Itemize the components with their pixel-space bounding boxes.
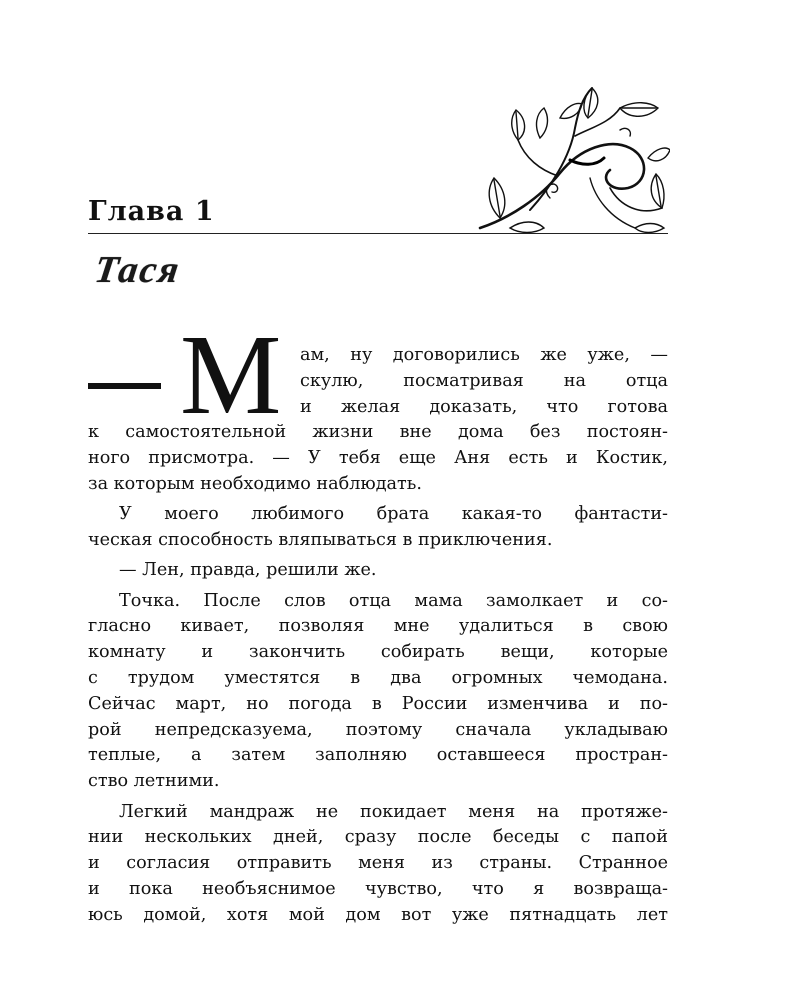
text-line: юсь домой, хотя мой дом вот уже пятнадцать лет (88, 904, 668, 925)
text-line: рой непредсказуема, поэтому сначала укладываю (88, 719, 668, 740)
chapter-body (88, 343, 668, 929)
text-line: ство летними. (88, 771, 220, 792)
chapter-subtitle: Тася (92, 249, 184, 291)
text-line: нии нескольких дней, сразу после беседы с папой (88, 827, 668, 848)
text-line: Точка. После слов отца мама замолкает и со- (119, 590, 668, 611)
text-line: ного присмотра. — У тебя еще Аня есть и Костик, (88, 448, 668, 469)
text-line: ам, ну договорились же уже, — (300, 345, 668, 365)
drop-cap-letter: М (180, 311, 282, 438)
floral-vine-icon (470, 78, 670, 238)
text-line: У моего любимого брата какая-то фантасти- (119, 504, 668, 525)
text-line: и согласия отправить меня из страны. Странное (88, 853, 668, 874)
text-line: и пока необъяснимое чувство, что я возвраща- (88, 878, 668, 899)
text-line: скулю, посматривая на отца (300, 370, 668, 391)
text-line: комнату и закончить собирать вещи, которые (88, 642, 668, 663)
text-line: Легкий мандраж не покидает меня на протяже- (119, 801, 668, 822)
text-line: — Лен, правда, решили же. (119, 560, 377, 581)
text-line: с трудом уместятся в два огромных чемодана. (88, 668, 668, 689)
text-line: и желая доказать, что готова (300, 396, 668, 417)
text-line: к самостоятельной жизни вне дома без постоян- (88, 422, 668, 443)
text-line: Сейчас март, но погода в России изменчива и по- (88, 693, 668, 714)
chapter-title: Глава 1 (88, 196, 215, 227)
text-line: ческая способность вляпываться в приключения. (88, 530, 553, 551)
text-line: за которым необходимо наблюдать. (88, 473, 422, 494)
text-line: теплые, а затем заполняю оставшееся простран- (88, 745, 668, 766)
text-line: гласно кивает, позволяя мне удалиться в свою (88, 616, 668, 637)
chapter-divider (88, 233, 668, 234)
